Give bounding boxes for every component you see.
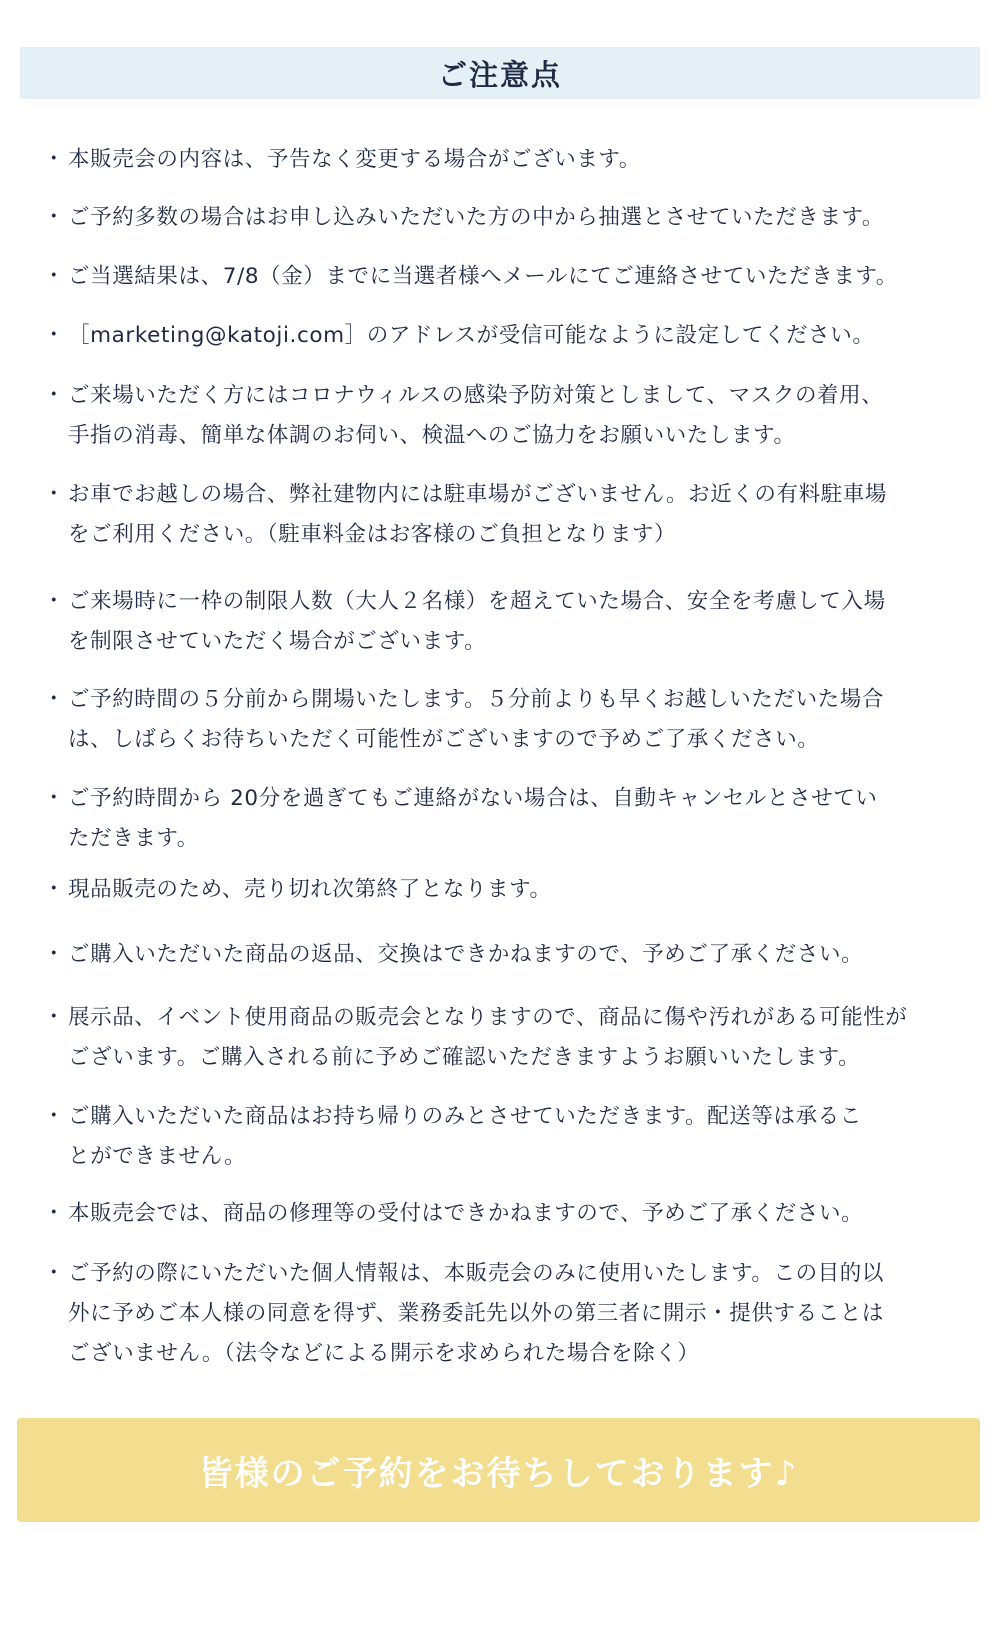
- bullet-marker: ・: [42, 147, 66, 172]
- notice-text: ご予約多数の場合はお申し込みいただいた方の中から抽選とさせていただきます。: [68, 205, 884, 230]
- bullet-marker: ・: [42, 1261, 66, 1286]
- footer-message: 皆様のご予約をお待ちしております♪: [198, 1453, 799, 1494]
- bullet-marker: ・: [42, 264, 66, 289]
- bullet-marker: ・: [42, 877, 66, 902]
- bullet-marker: ・: [42, 1005, 66, 1030]
- notice-text: ご購入いただいた商品の返品、交換はできかねますので、予めご了承ください。: [68, 942, 864, 967]
- notice-item: [40, 140, 985, 180]
- notice-item: [40, 1254, 985, 1374]
- bullet-marker: ・: [42, 1104, 66, 1129]
- notice-item: [40, 198, 985, 238]
- notice-item: [40, 376, 985, 456]
- bullet-marker: ・: [42, 1201, 66, 1226]
- bullet-marker: ・: [42, 589, 66, 614]
- notice-text: ご来場時に一枠の制限人数（大人２名様）を超えていた場合、安全を考慮して入場 を制限させていただく場合がございます。: [68, 589, 886, 654]
- notice-item: [40, 680, 985, 760]
- footer-banner: [17, 1418, 980, 1522]
- notice-text: 本販売会では、商品の修理等の受付はできかねますので、予めご了承ください。: [68, 1201, 864, 1226]
- notice-item: [40, 779, 985, 859]
- notice-text: ご当選結果は、7/8（金）までに当選者様へメールにてご連絡させていただきます。: [68, 264, 898, 289]
- bullet-marker: ・: [42, 786, 66, 811]
- bullet-marker: ・: [42, 482, 66, 507]
- notice-item: [40, 257, 985, 297]
- section-header: [20, 47, 980, 99]
- notice-item: [40, 1097, 985, 1177]
- notice-text: 展示品、イベント使用商品の販売会となりますので、商品に傷や汚れがある可能性が ございます。ご購入される前に予めご確認いただきますようお願いいたします。: [68, 1005, 908, 1070]
- bullet-marker: ・: [42, 942, 66, 967]
- bullet-marker: ・: [42, 383, 66, 408]
- notice-item: [40, 475, 985, 555]
- notice-item: [40, 935, 985, 975]
- notice-text: ご来場いただく方にはコロナウィルスの感染予防対策としまして、マスクの着用、 手指の消毒、簡単な体調のお伺い、検温へのご協力をお願いいたします。: [68, 383, 884, 448]
- notice-text: ご予約の際にいただいた個人情報は、本販売会のみに使用いたします。この目的以 外に予めご本人様の同意を得ず、業務委託先以外の第三者に開示・提供することは ございません。（法令などによる開示を求められた場合を除く）: [68, 1261, 884, 1366]
- notice-text: ご購入いただいた商品はお持ち帰りのみとさせていただきます。配送等は承るこ とができません。: [68, 1104, 862, 1169]
- notice-text: ご予約時間の５分前から開場いたします。５分前よりも早くお越しいただいた場合 は、しばらくお待ちいただく可能性がございますので予めご了承ください。: [68, 687, 884, 752]
- notice-item: [40, 1194, 985, 1234]
- bullet-marker: ・: [42, 323, 66, 348]
- notice-text: ［marketing@katoji.com］のアドレスが受信可能なように設定してください。: [68, 323, 875, 348]
- notice-item: [40, 582, 985, 662]
- notice-text: ご予約時間から 20分を過ぎてもご連絡がない場合は、自動キャンセルとさせてい ただきます。: [68, 786, 878, 851]
- notice-text: 現品販売のため、売り切れ次第終了となります。: [68, 877, 552, 902]
- bullet-marker: ・: [42, 205, 66, 230]
- notice-item: [40, 998, 985, 1078]
- notice-item: [40, 870, 985, 910]
- notice-text: 本販売会の内容は、予告なく変更する場合がございます。: [68, 147, 641, 172]
- bullet-marker: ・: [42, 687, 66, 712]
- notice-item: [40, 316, 985, 356]
- notice-text: お車でお越しの場合、弊社建物内には駐車場がございません。お近くの有料駐車場 をご利用ください。（駐車料金はお客様のご負担となります）: [68, 482, 887, 547]
- page-title: ご注意点: [437, 57, 562, 92]
